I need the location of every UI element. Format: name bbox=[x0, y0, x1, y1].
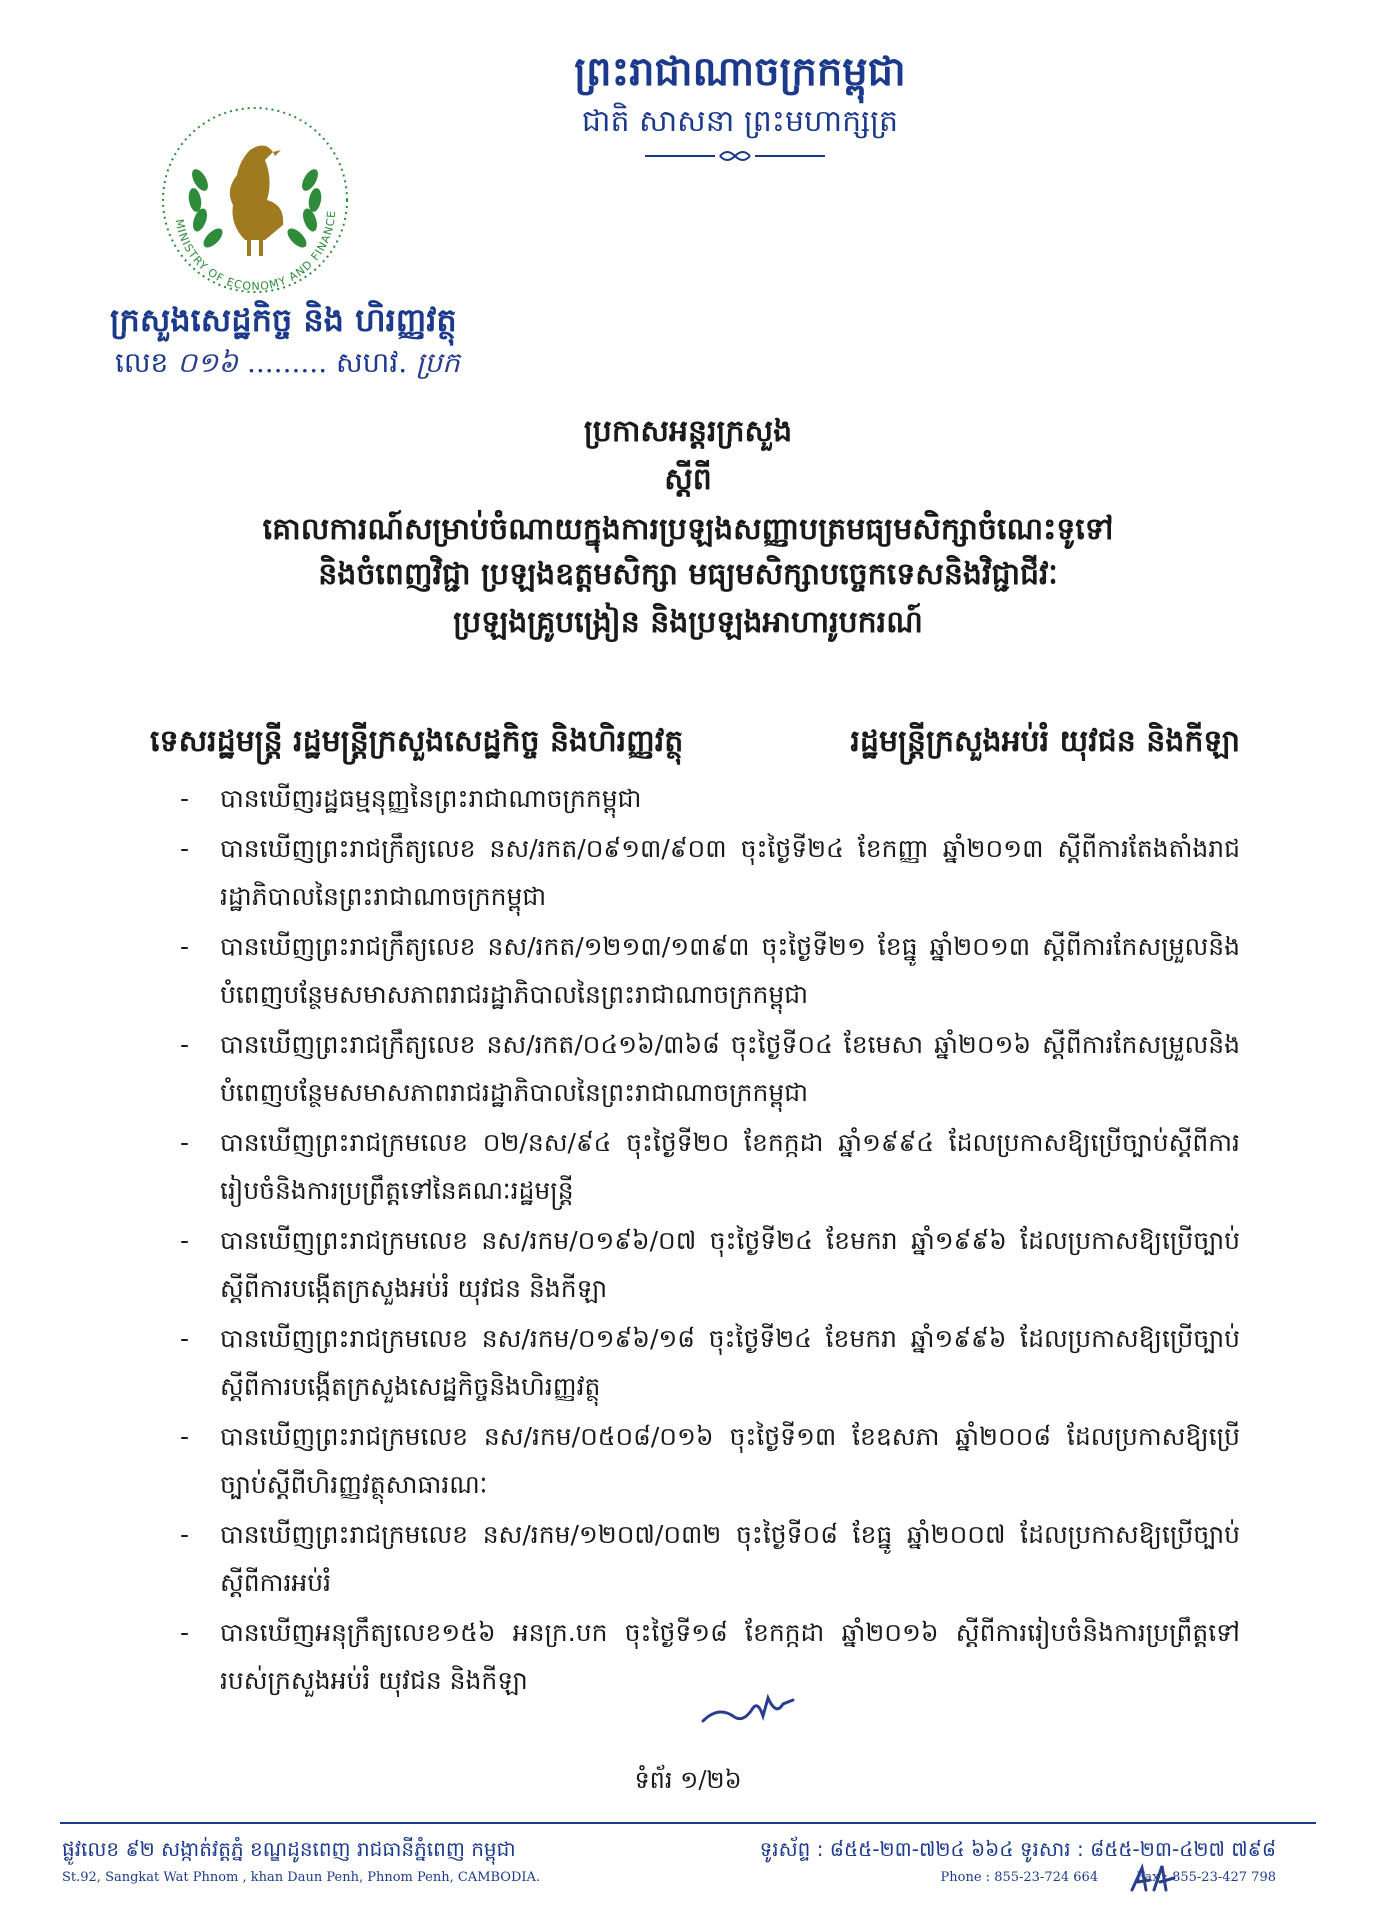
list-item: - បានឃើញព្រះរាជក្រឹត្យលេខ នស/រកត/០៤១៦/៣៦៨ ចុះថ្ងៃទី០៤ ខែមេសា ឆ្នាំ២០១៦ ស្តីពីការកែសម្រួលនិងបំពេញបន្ថែមសមាសភាពរាជរដ្ឋាភិបាលនៃព្រះរាជាណាចក្រកម្ពុជា bbox=[180, 1030, 1240, 1107]
phone-en: Phone : 855-23-724 664 bbox=[940, 1870, 1099, 1885]
footer-initial bbox=[1128, 1860, 1180, 1900]
ref-number: ០១៦ bbox=[177, 346, 239, 379]
list-item: - បានឃើញព្រះរាជក្រមលេខ នស/រកម/១២០៧/០៣២ ចុះថ្ងៃទី០៨ ខែធ្នូ ឆ្នាំ២០០៧ ដែលប្រកាសឱ្យប្រើច្បាប់ស្តីពីការអប់រំ bbox=[180, 1520, 1240, 1597]
ref-written: ប្រក bbox=[416, 346, 460, 379]
contact-km: ទូរស័ព្ទ : ៨៥៥-២៣-៧២៤ ៦៦៤ ទូរសារ : ៨៥៥-២៣-៤២៧ ៧៩៨ bbox=[759, 1837, 1276, 1861]
list-item: - បានឃើញព្រះរាជក្រឹត្យលេខ នស/រកត/១២១៣/១៣៩៣ ចុះថ្ងៃទី២១ ខែធ្នូ ឆ្នាំ២០១៣ ស្តីពីការកែសម្រួលនិងបំពេញបន្ថែមសមាសភាពរាជរដ្ឋាភិបាលនៃព្រះរាជាណាចក្រកម្ពុជា bbox=[180, 932, 1240, 1009]
list-item: - បានឃើញព្រះរាជក្រមលេខ នស/រកម/០៥០៨/០១៦ ចុះថ្ងៃទី១៣ ខែឧសភា ឆ្នាំ២០០៨ ដែលប្រកាសឱ្យប្រើច្បាប់ស្តីពីហិរញ្ញវត្ថុសាធារណៈ bbox=[180, 1422, 1240, 1499]
title-line-3: ប្រឡងគ្រូបង្រៀន និងប្រឡងអាហារូបករណ៍ bbox=[453, 605, 923, 640]
ministry-name: ក្រសួងសេដ្ឋកិច្ច និង ហិរញ្ញវត្ថុ bbox=[110, 301, 457, 339]
minister-economy-finance: ទេសរដ្ឋមន្ត្រី រដ្ឋមន្ត្រីក្រសួងសេដ្ឋកិច្ច និងហិរញ្ញវត្ថុ bbox=[150, 724, 684, 759]
footer-divider bbox=[60, 1822, 1316, 1824]
document-type: ប្រកាសអន្តរក្រសួង bbox=[583, 414, 793, 449]
list-item: - បានឃើញរដ្ឋធម្មនុញ្ញនៃព្រះរាជាណាចក្រកម្ពុជា bbox=[180, 784, 642, 813]
list-item: - បានឃើញអនុក្រឹត្យលេខ១៥៦ អនក្រ.បក ចុះថ្ងៃទី១៨ ខែកក្កដា ឆ្នាំ២០១៦ ស្តីពីការរៀបចំនិងការប្រព្រឹត្តទៅរបស់ក្រសួងអប់រំ យុវជន និងកីឡា bbox=[180, 1618, 1240, 1695]
page-number: ទំព័រ ១/២៦ bbox=[634, 1766, 742, 1794]
list-item: - បានឃើញព្រះរាជក្រឹត្យលេខ នស/រកត/០៩១៣/៩០៣ ចុះថ្ងៃទី២៤ ខែកញ្ញា ឆ្នាំ២០១៣ ស្តីពីការតែងតាំងរាជរដ្ឋាភិបាលនៃព្រះរាជាណាចក្រកម្ពុជា bbox=[180, 834, 1240, 911]
address-km: ផ្លូវលេខ ៩២ សង្កាត់វត្តភ្នំ ខណ្ឌដូនពេញ រាជធានីភ្នំពេញ កម្ពុជា bbox=[62, 1837, 516, 1861]
title-line-2: និងចំពេញវិជ្ជា ប្រឡងឧត្តមសិក្សា មធ្យមសិក្សាបច្ចេកទេសនិងវិជ្ជាជីវៈ bbox=[318, 557, 1058, 592]
list-item: - បានឃើញព្រះរាជក្រមលេខ នស/រកម/០១៩៦/០៧ ចុះថ្ងៃទី២៤ ខែមករា ឆ្នាំ១៩៩៦ ដែលប្រកាសឱ្យប្រើច្បាប់ស្តីពីការបង្កើតក្រសួងអប់រំ យុវជន និងកីឡា bbox=[180, 1226, 1240, 1303]
ref-suffix: សហវ. bbox=[336, 346, 408, 379]
kingdom-title: ព្រះរាជាណាចក្រកម្ពុជា bbox=[574, 48, 906, 95]
ministers-heading bbox=[150, 722, 1240, 766]
initial-signature bbox=[698, 1686, 808, 1736]
ministry-logo bbox=[145, 100, 365, 300]
kingdom-motto: ជាតិ សាសនា ព្រះមហាក្សត្រ bbox=[581, 104, 899, 139]
logo-text: MINISTRY OF ECONOMY AND FINANCE bbox=[172, 209, 339, 294]
considerations-list bbox=[180, 775, 1240, 1707]
header-ornament bbox=[635, 148, 835, 164]
minister-education: រដ្ឋមន្ត្រីក្រសួងអប់រំ យុវជន និងកីឡា bbox=[850, 724, 1240, 759]
footer-contact bbox=[760, 1836, 1276, 1885]
ref-label: លេខ bbox=[115, 346, 169, 379]
address-en: St.92, Sangkat Wat Phnom , khan Daun Penh, Phnom Penh, CAMBODIA. bbox=[62, 1870, 541, 1885]
title-about: ស្តីពី bbox=[664, 462, 712, 497]
title-line-1: គោលការណ៍សម្រាប់ចំណាយក្នុងការប្រឡងសញ្ញាបត្រមធ្យមសិក្សាចំណេះទូទៅ bbox=[262, 512, 1114, 547]
fax-en: Fax : 855-23-427 798 bbox=[1136, 1870, 1276, 1885]
footer-address bbox=[62, 1836, 540, 1885]
list-item: - បានឃើញព្រះរាជក្រមលេខ ០២/នស/៩៤ ចុះថ្ងៃទី២០ ខែកក្កដា ឆ្នាំ១៩៩៤ ដែលប្រកាសឱ្យប្រើច្បាប់ស្តីពីការរៀបចំនិងការប្រព្រឹត្តទៅនៃគណៈរដ្ឋមន្ត្រី bbox=[180, 1128, 1240, 1205]
list-item: - បានឃើញព្រះរាជក្រមលេខ នស/រកម/០១៩៦/១៨ ចុះថ្ងៃទី២៤ ខែមករា ឆ្នាំ១៩៩៦ ដែលប្រកាសឱ្យប្រើច្បាប់ស្តីពីការបង្កើតក្រសួងសេដ្ឋកិច្ចនិងហិរញ្ញវត្ថុ bbox=[180, 1324, 1240, 1401]
reference-number: លេខ ០១៦ ......... សហវ. ប្រក bbox=[115, 346, 460, 379]
contact-en bbox=[760, 1870, 1276, 1885]
